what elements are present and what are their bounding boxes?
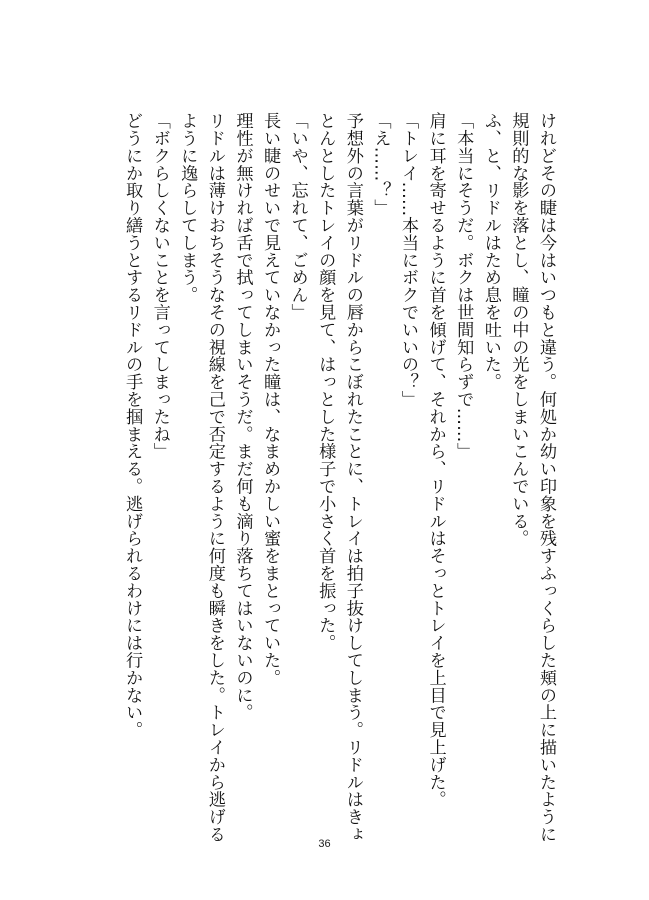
vertical-text-body — [118, 112, 560, 843]
text-line: 長い睫のせいで見えていなかった瞳は、なまめかしい蜜をまとっていた。 — [260, 112, 281, 687]
text-line: ように逸らしてしまう。 — [177, 112, 198, 304]
text-line: けれどその睫は今はいつもと違う。何処か幼い印象を残すふっくらした頬の上に描いたように — [536, 112, 556, 843]
text-line: 「いや、忘れて、ごめん」 — [287, 112, 308, 321]
text-line: 予想外の言葉がリドルの唇からこぼれたことに、トレイは拍子抜けしてしまう。リドルはきょ — [342, 112, 363, 843]
text-line: 肩に耳を寄せるように首を傾げて、それから、リドルはそっとトレイを上目で見上げた。 — [425, 112, 446, 808]
text-line: 「本当にそうだ。ボクは世間知らずで……」 — [453, 112, 474, 460]
text-line: ふ、と、リドルはため息を吐いた。 — [480, 112, 501, 391]
text-line: 「え……？」 — [370, 112, 391, 217]
text-line: 規則的な影を落とし、瞳の中の光をしまいこんでいる。 — [508, 112, 529, 547]
text-line: 理性が無ければ舌で拭ってしまいそうだ。まだ何も滴り落ちてはいないのに。 — [232, 112, 253, 721]
page-number: 36 — [318, 838, 331, 850]
text-line: とんとしたトレイの顔を見て、はっとした様子で小さく首を振った。 — [315, 112, 336, 652]
text-line: どうにか取り繕うとするリドルの手を掴まえる。逃げられるわけには行かない。 — [122, 112, 143, 739]
text-line: リドルは薄けおちそうなその視線を己で否定するように何度も瞬きをした。トレイから逃げる — [204, 112, 225, 843]
text-line: 「トレイ……本当にボクでいいの？」 — [398, 112, 419, 408]
text-line: 「ボクらしくないことを言ってしまったね」 — [149, 112, 170, 460]
